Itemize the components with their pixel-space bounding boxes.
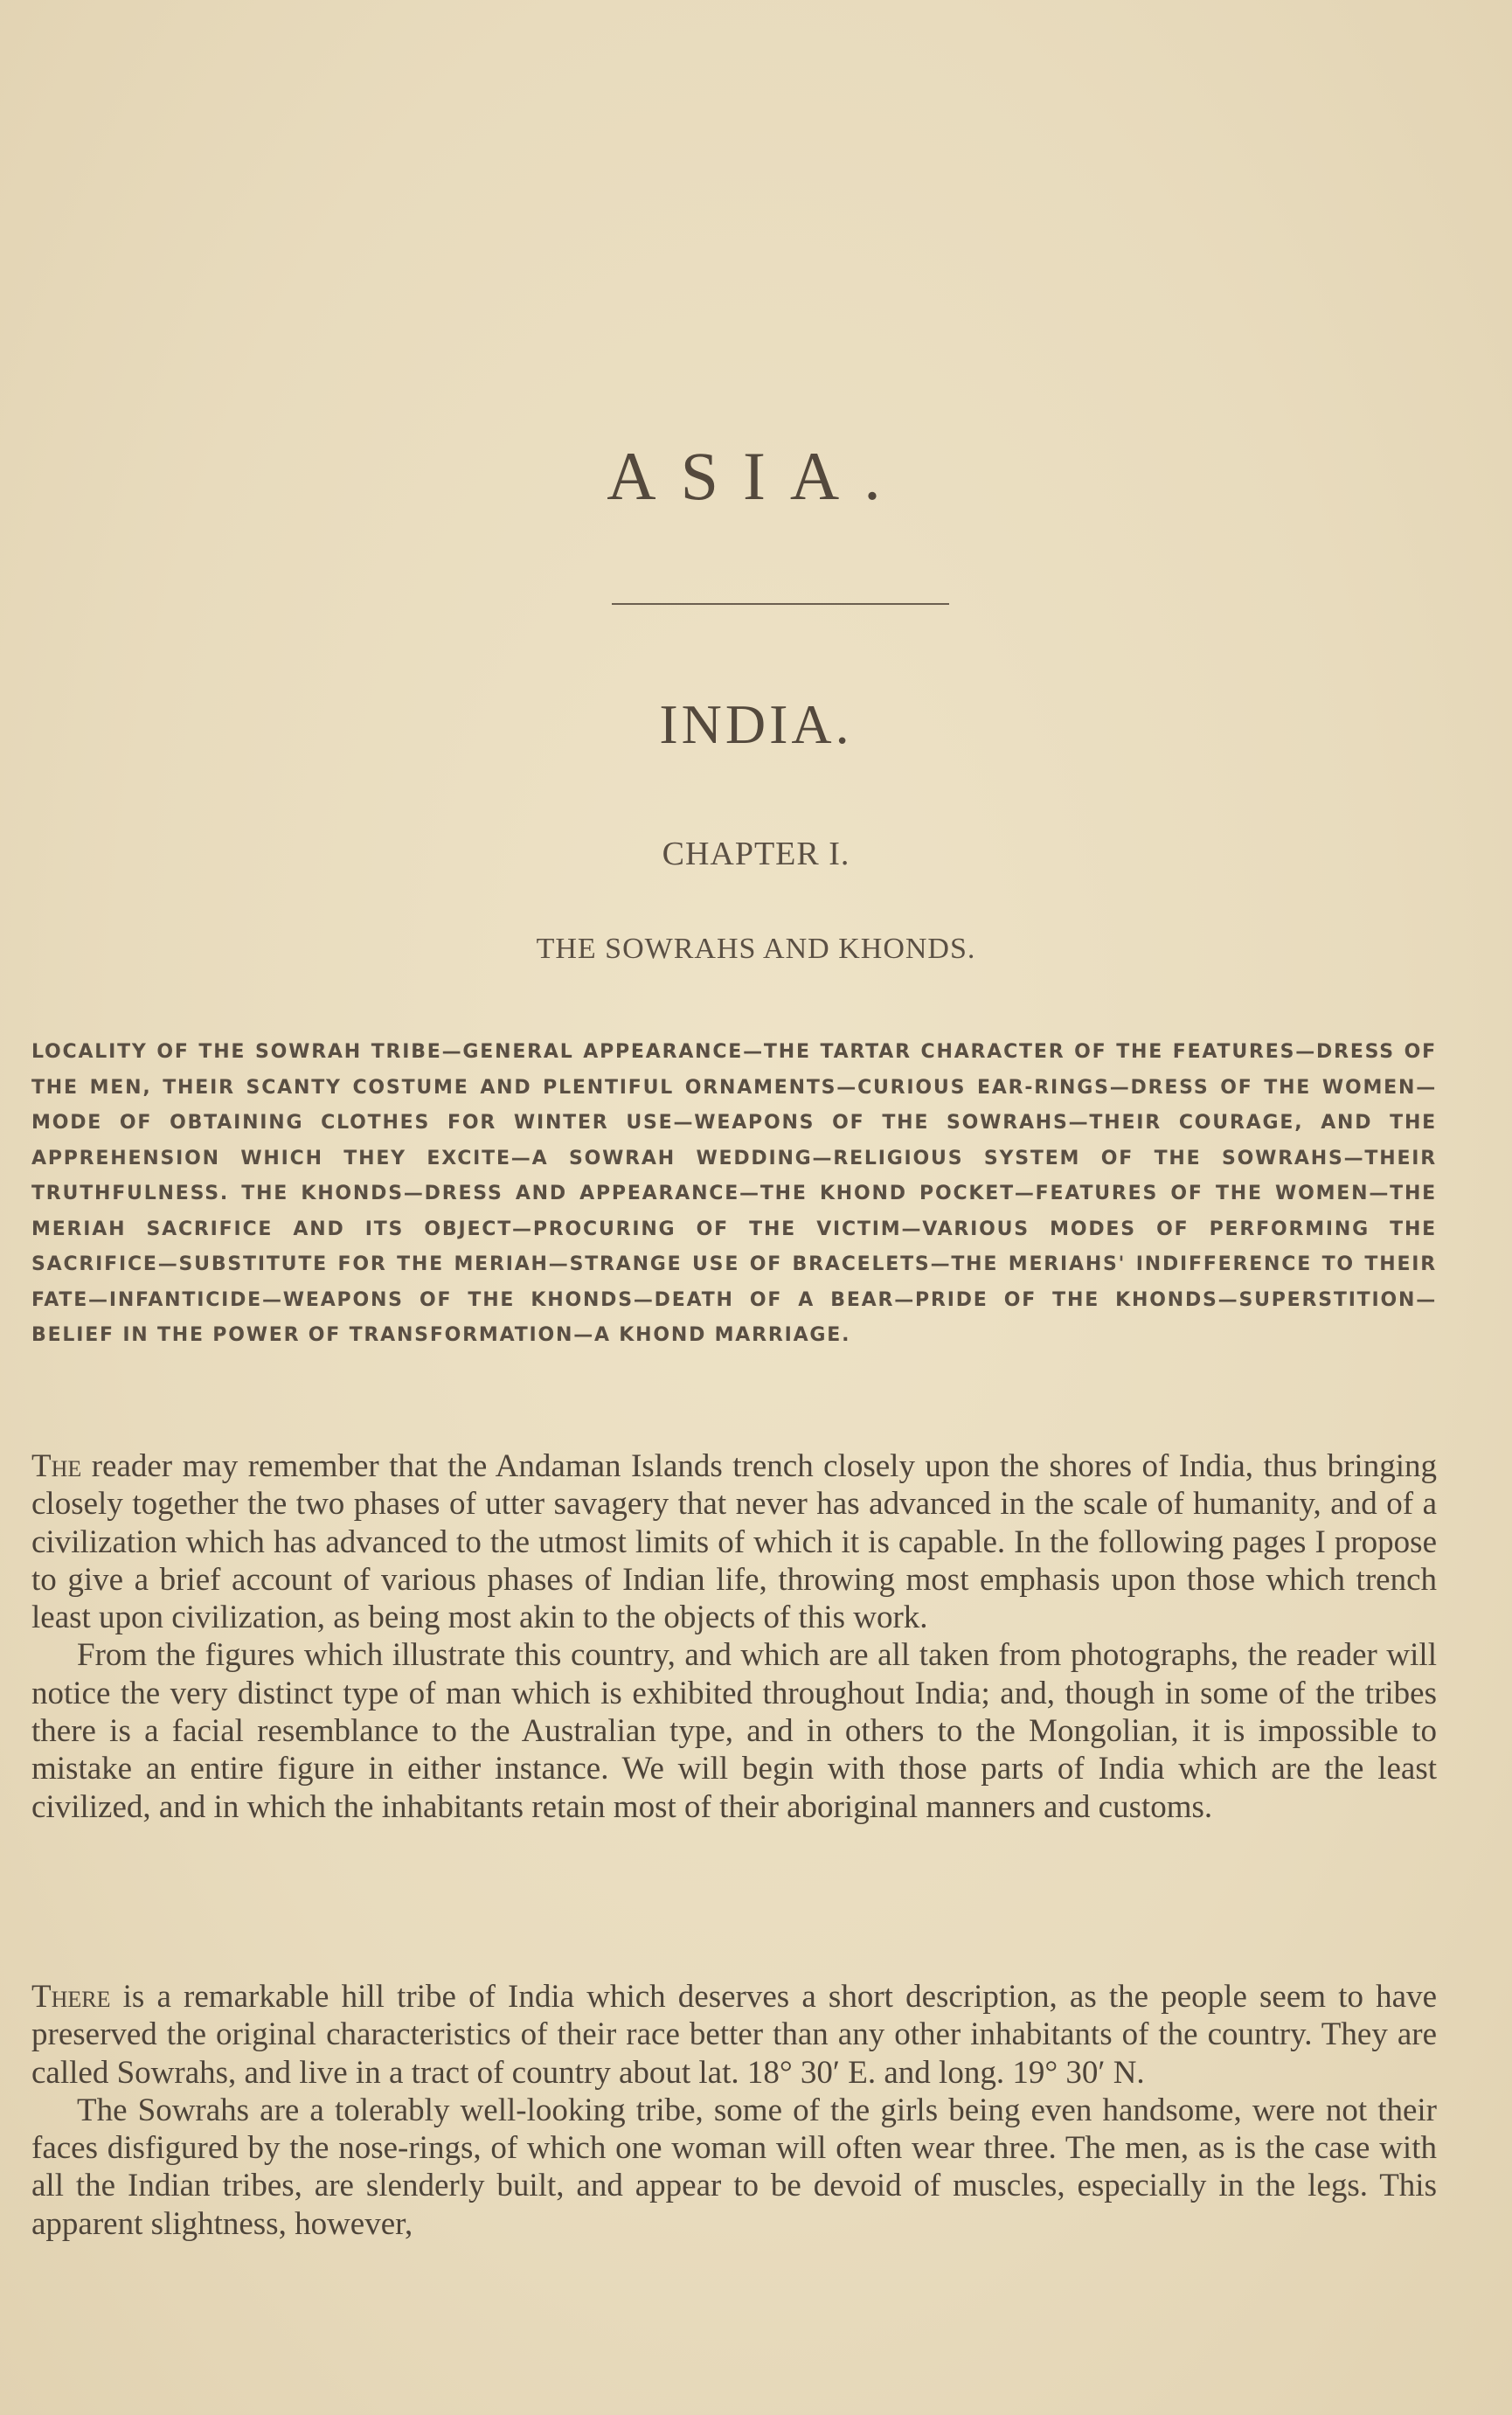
body-text-block-1 (31, 1447, 1437, 1826)
paragraph-1 (31, 1447, 1437, 1636)
paragraph-4-text: The Sowrahs are a tolerably well-looking tribe, some of the girls being even handsome, were not their faces disfigured by the nose-rings, of which one woman will often wear three. The men, as is the case with all the Indian tribes, are slenderly built, and appear to be devoid of muscles, especially in the legs. This apparent slightness, however, (31, 2092, 1437, 2242)
paragraph-2 (31, 1636, 1437, 1825)
synopsis-text: LOCALITY OF THE SOWRAH TRIBE—GENERAL APPEARANCE—THE TARTAR CHARACTER OF THE FEATURES—DRESS OF THE MEN, THEIR SCANTY COSTUME AND PLENTIFUL ORNAMENTS—CURIOUS EAR-RINGS—DRESS OF THE WOMEN—MODE OF OBTAINING CLOTHES FOR WINTER USE—WEAPONS OF THE SOWRAHS—THEIR COURAGE, AND THE APPREHENSION WHICH THEY EXCITE—A SOWRAH WEDDING—RELIGIOUS SYSTEM OF THE SOWRAHS—THEIR TRUTHFULNESS. THE KHONDS—DRESS AND APPEARANCE—THE KHOND POCKET—FEATURES OF THE WOMEN—THE MERIAH SACRIFICE AND ITS OBJECT—PROCURING OF THE VICTIM—VARIOUS MODES OF PERFORMING THE SACRIFICE—SUBSTITUTE FOR THE MERIAH—STRANGE USE OF BRACELETS—THE MERIAHS' INDIFFERENCE TO THEIR FATE—INFANTICIDE—WEAPONS OF THE KHONDS—DEATH OF A BEAR—PRIDE OF THE KHONDS—SUPERSTITION—BELIEF IN THE POWER OF TRANSFORMATION—A KHOND MARRIAGE. (31, 1041, 1437, 1346)
chapter-synopsis (31, 1035, 1437, 1354)
title-divider-rule (612, 603, 949, 605)
paragraph-4 (31, 2092, 1437, 2243)
chapter-title: CHAPTER I. (662, 836, 850, 872)
section-title: THE SOWRAHS AND KHONDS. (536, 933, 976, 965)
paragraph-3-text: is a remarkable hill tribe of India which deserves a short description, as the people seem to have preserved the original characteristics of their race better than any other inhabitants of the country. They are called Sowrahs, and live in a tract of country about lat. 18° 30′ E. and long. 19° 30′ N. (31, 1979, 1437, 2091)
paragraph-3 (31, 1978, 1437, 2092)
paragraph-3-lead: There (31, 1979, 111, 2015)
paragraph-2-text: From the figures which illustrate this country, and which are all taken from photographs, the reader will notice the very distinct type of man which is exhibited throughout India; and, though in some of the tribes there is a facial resemblance to the Australian type, and in others to the Mongolian, it is impossible to mistake an entire figure in either instance. We will begin with those parts of India which are the least civilized, and in which the inhabitants retain most of their aboriginal manners and customs. (31, 1637, 1437, 1825)
paragraph-1-lead: The (31, 1448, 82, 1484)
paragraph-1-text: reader may remember that the Andaman Islands trench closely upon the shores of India, thus bringing closely together the two phases of utter savagery that never has advanced in the scale of humanity, and of a civilization which has advanced to the utmost limits of which it is capable. In the following pages I propose to give a brief account of various phases of Indian life, throwing most emphasis upon those which trench least upon civilization, as being most akin to the objects of this work. (31, 1448, 1437, 1636)
country-title: INDIA. (659, 693, 853, 755)
part-title: ASIA. (607, 438, 905, 514)
body-text-block-2 (31, 1978, 1437, 2243)
